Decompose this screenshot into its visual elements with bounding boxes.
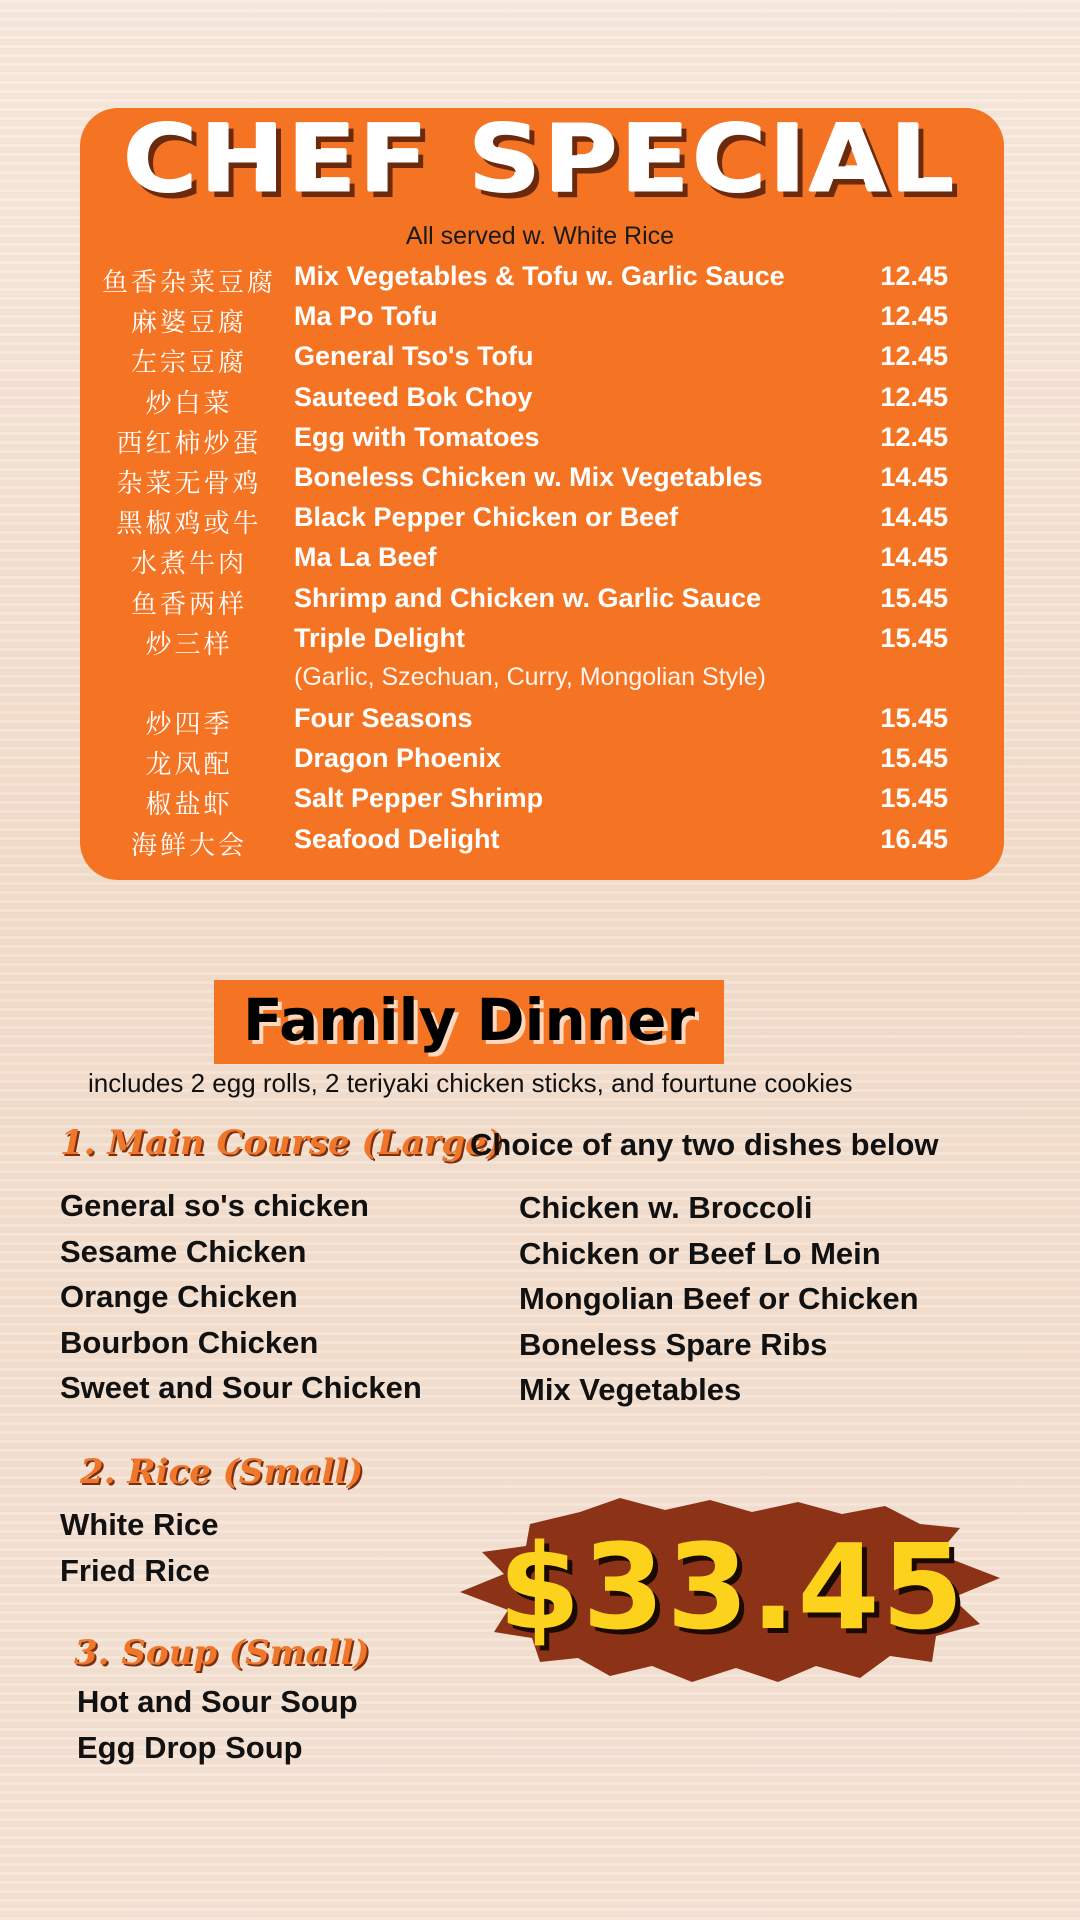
soup-heading: 3. Soup (Small) <box>74 1633 370 1673</box>
rice-options <box>60 1507 218 1598</box>
menu-item-name: Egg with Tomatoes <box>294 421 540 452</box>
menu-item-name: Ma Po Tofu <box>294 301 438 332</box>
family-dinner-title: Family Dinner <box>242 986 696 1054</box>
menu-item <box>80 419 1004 459</box>
dish-item: Bourbon Chicken <box>60 1324 319 1360</box>
menu-item-chinese-name: 鱼香两样 <box>130 589 247 620</box>
menu-item-style-options: (Garlic, Szechuan, Curry, Mongolian Style) <box>294 662 766 691</box>
family-dinner-subtitle: includes 2 egg rolls, 2 teriyaki chicken sticks, and fourtune cookies <box>88 1068 853 1098</box>
menu-item-name: Sauteed Bok Choy <box>294 381 533 412</box>
menu-item <box>80 740 1004 780</box>
menu-item-name: Dragon Phoenix <box>294 743 502 774</box>
menu-item-price: 15.45 <box>880 743 948 774</box>
family-dinner-price: $33.45 <box>498 1518 966 1656</box>
rice-item: Fried Rice <box>60 1552 210 1588</box>
menu-item-chinese-name: 黑椒鸡或牛 <box>116 509 262 540</box>
menu-item-chinese-name: 鱼香杂菜豆腐 <box>102 268 277 298</box>
menu-item-chinese-name: 龙凤配 <box>145 750 233 781</box>
menu-item <box>80 620 1004 660</box>
menu-item-chinese-name: 左宗豆腐 <box>130 348 247 379</box>
menu-item-price: 12.45 <box>880 381 948 412</box>
menu-item-name: Triple Delight <box>294 622 466 653</box>
menu-item-name: Seafood Delight <box>294 823 500 854</box>
menu-item-price: 16.45 <box>880 823 948 854</box>
menu-item-price: 14.45 <box>880 542 948 573</box>
soup-options <box>77 1684 358 1775</box>
menu-item <box>80 298 1004 338</box>
menu-item-chinese-name: 水煮牛肉 <box>130 549 247 580</box>
menu-item-price: 14.45 <box>880 461 948 492</box>
dish-item: Chicken or Beef Lo Mein <box>519 1235 881 1271</box>
menu-item-name: Black Pepper Chicken or Beef <box>294 502 679 533</box>
menu-item-name: Boneless Chicken w. Mix Vegetables <box>294 461 763 492</box>
menu-item-name: Four Seasons <box>294 703 473 734</box>
menu-item-price: 12.45 <box>880 421 948 452</box>
menu-item-chinese-name: 椒盐虾 <box>145 790 233 821</box>
menu-item <box>80 338 1004 378</box>
menu-item-chinese-name: 杂菜无骨鸡 <box>116 468 262 499</box>
chef-special-list <box>80 258 1004 861</box>
main-course-choice-note: Choice of any two dishes below <box>470 1127 939 1162</box>
dish-item: Mix Vegetables <box>519 1372 742 1407</box>
menu-item-price: 15.45 <box>880 622 948 653</box>
dish-item: Sesame Chicken <box>60 1233 307 1269</box>
menu-item-price: 15.45 <box>880 582 948 613</box>
menu-item-chinese-name: 炒四季 <box>145 710 233 741</box>
menu-item-price: 15.45 <box>880 703 948 734</box>
menu-item <box>80 459 1004 499</box>
menu-item <box>80 780 1004 820</box>
menu-item-price: 15.45 <box>880 783 948 814</box>
menu-item-price: 14.45 <box>880 502 948 533</box>
menu-item-name: Salt Pepper Shrimp <box>294 783 544 814</box>
dish-item: Boneless Spare Ribs <box>519 1326 828 1362</box>
soup-item: Egg Drop Soup <box>77 1729 303 1765</box>
menu-item <box>80 821 1004 861</box>
menu-item <box>80 700 1004 740</box>
menu-item-chinese-name: 西红柿炒蛋 <box>116 428 262 459</box>
dish-item: Chicken w. Broccoli <box>519 1190 813 1225</box>
dish-item: General so's chicken <box>60 1188 369 1223</box>
chef-special-title: CHEF SPECIAL <box>123 104 957 215</box>
rice-heading: 2. Rice (Small) <box>80 1452 364 1492</box>
menu-item <box>80 580 1004 620</box>
menu-item <box>80 258 1004 298</box>
menu-item-name: General Tso's Tofu <box>294 341 534 372</box>
menu-item <box>80 379 1004 419</box>
main-course-heading: 1. Main Course (Large) <box>60 1123 503 1163</box>
dish-item: Mongolian Beef or Chicken <box>519 1281 919 1316</box>
menu-item-chinese-name: 海鲜大会 <box>130 830 247 861</box>
menu-item-name: Ma La Beef <box>294 542 437 573</box>
soup-item: Hot and Sour Soup <box>77 1684 358 1719</box>
menu-item-price: 12.45 <box>880 301 948 332</box>
chef-special-subtitle: All served w. White Rice <box>405 222 675 250</box>
main-course-dishes-right <box>519 1190 919 1418</box>
menu-item-name: Mix Vegetables & Tofu w. Garlic Sauce <box>294 261 785 291</box>
rice-item: White Rice <box>60 1507 219 1542</box>
menu-item-price: 12.45 <box>880 341 948 372</box>
menu-item <box>80 499 1004 539</box>
menu-item-price: 12.45 <box>880 261 948 291</box>
menu-item-chinese-name: 麻婆豆腐 <box>130 308 247 339</box>
menu-item <box>80 539 1004 579</box>
dish-item: Sweet and Sour Chicken <box>60 1370 422 1405</box>
main-course-dishes-left <box>60 1188 422 1416</box>
menu-item-chinese-name: 炒白菜 <box>145 388 233 419</box>
menu-item-name: Shrimp and Chicken w. Garlic Sauce <box>294 582 762 613</box>
menu-item-chinese-name: 炒三样 <box>145 629 233 660</box>
menu-item-note <box>80 660 1004 700</box>
dish-item: Orange Chicken <box>60 1279 298 1314</box>
